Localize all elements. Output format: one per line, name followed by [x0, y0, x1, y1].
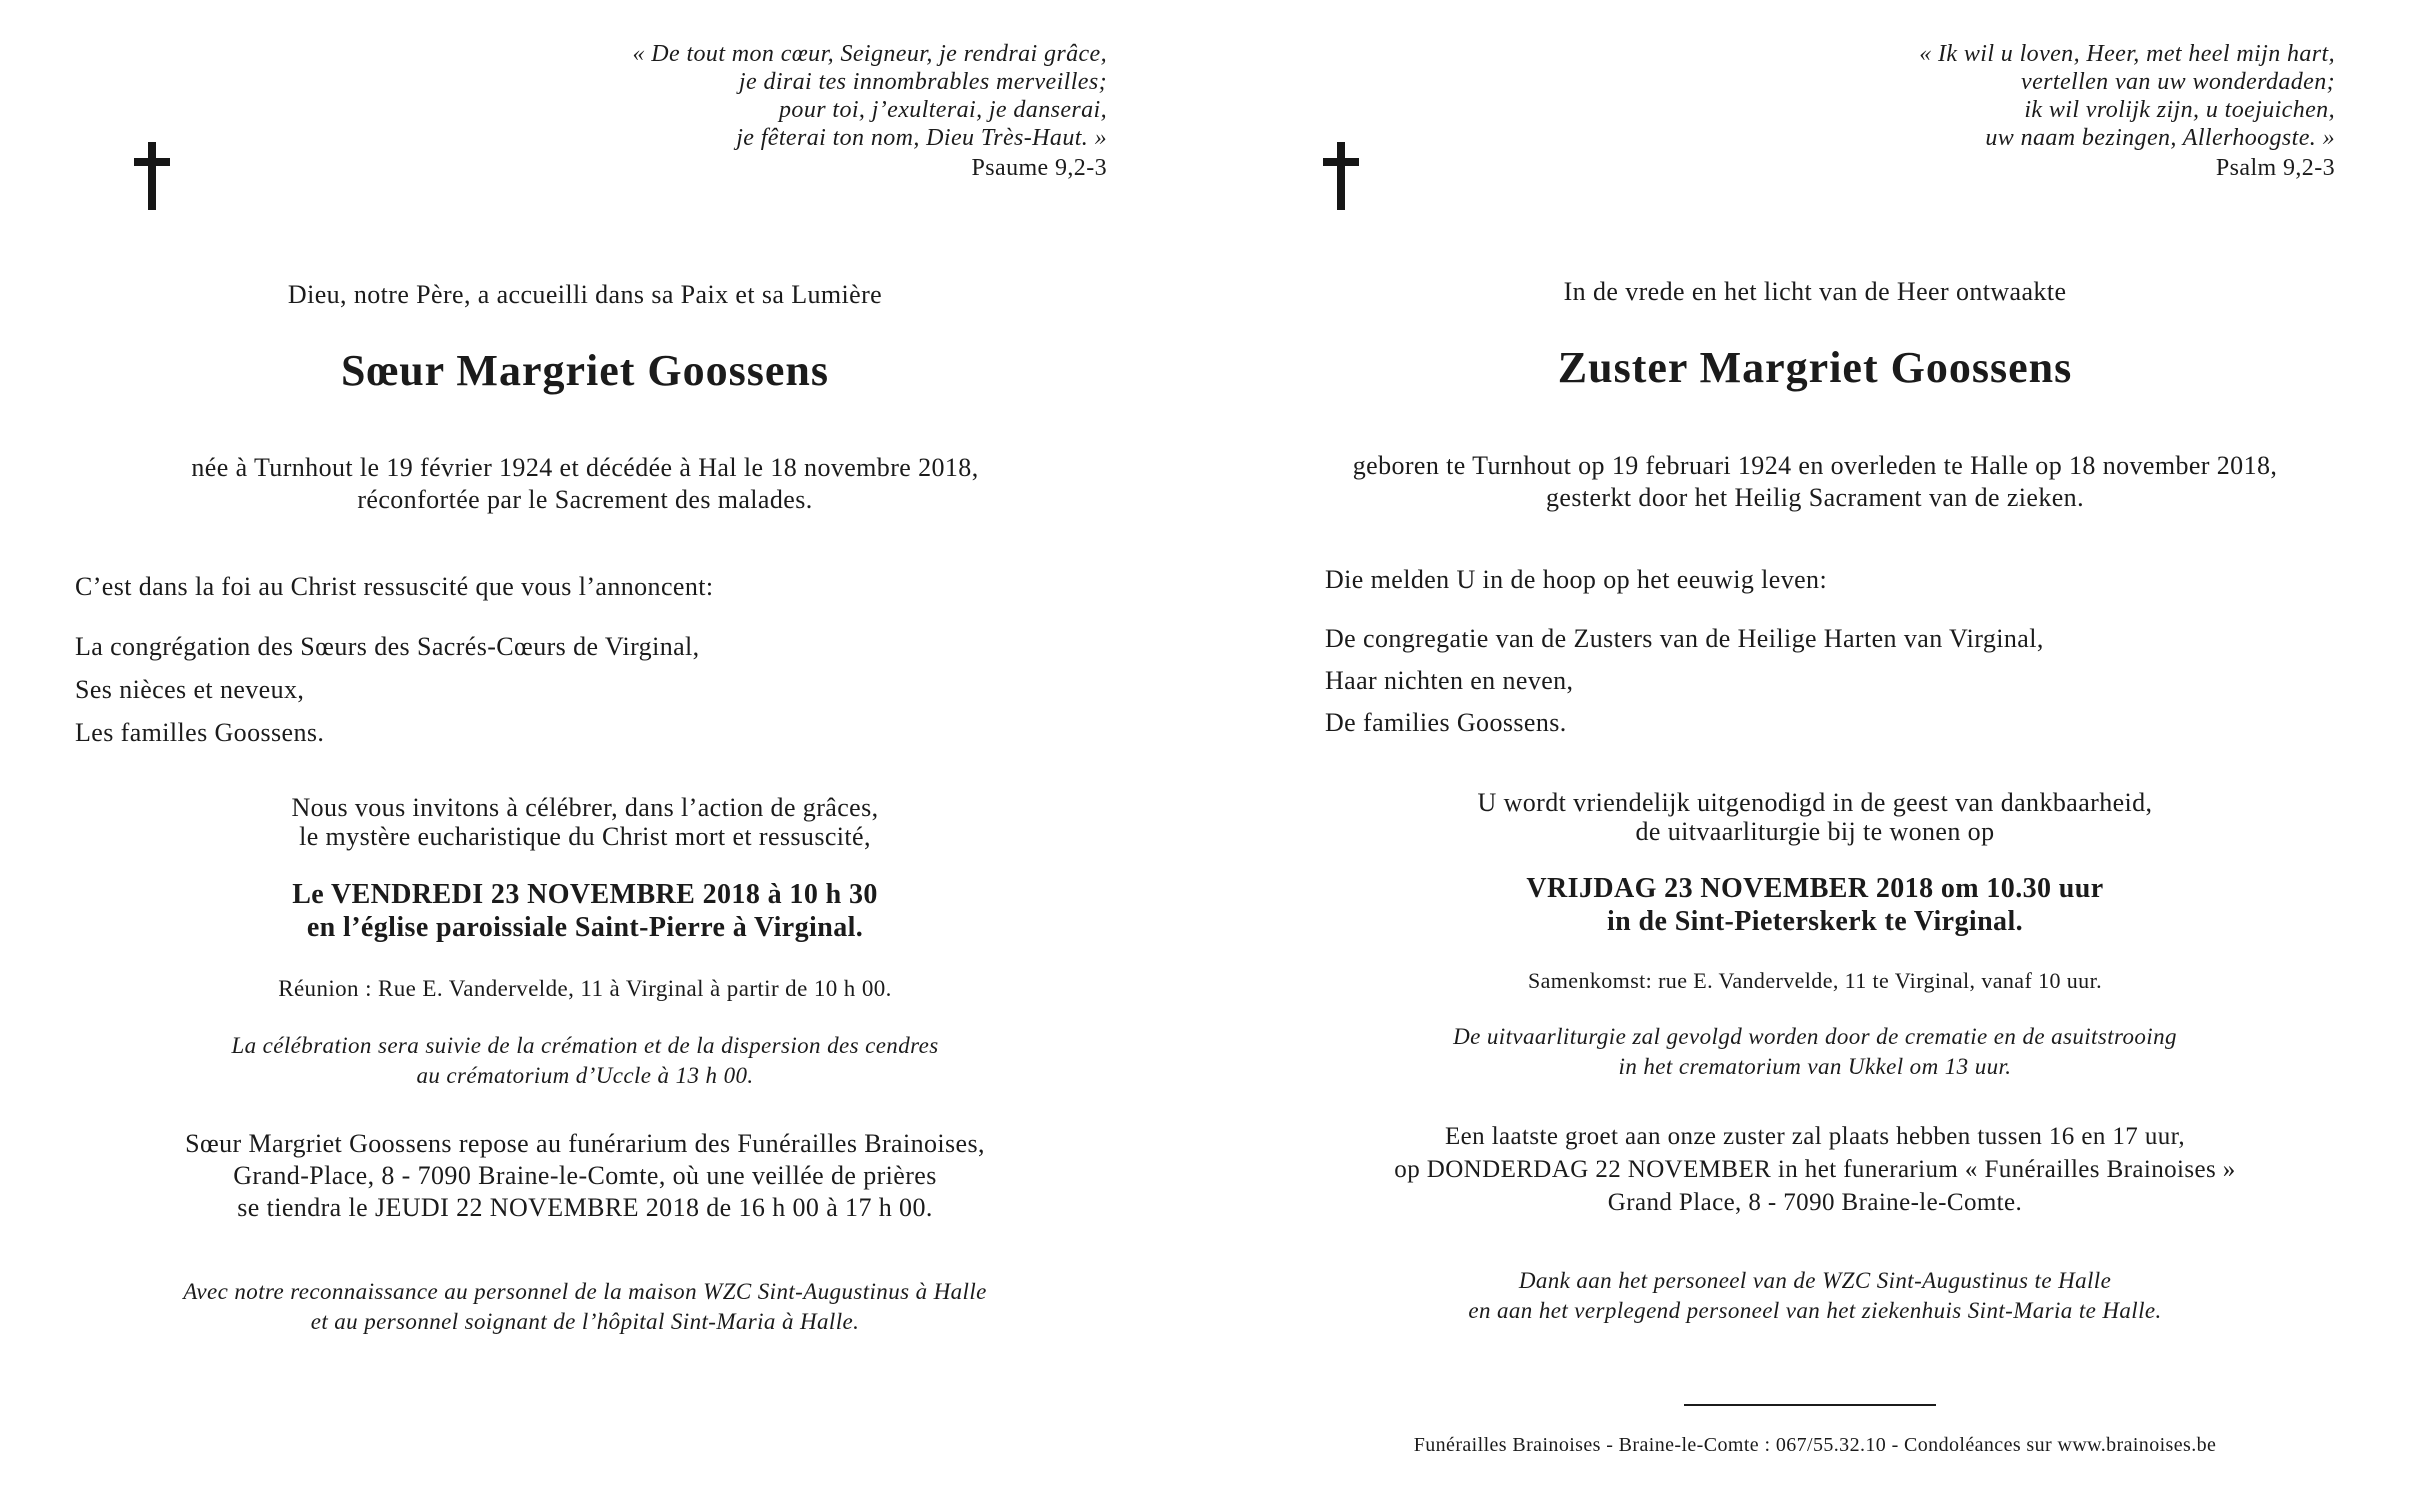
cross-horizontal-bar	[1323, 158, 1359, 166]
service-line: Le VENDREDI 23 NOVEMBRE 2018 à 10 h 30	[292, 879, 878, 910]
service-line: VRIJDAG 23 NOVEMBER 2018 om 10.30 uur	[1526, 873, 2104, 904]
cremation-note	[1213, 1022, 2417, 1082]
cross-horizontal-bar	[134, 158, 170, 166]
cremation-line: La célébration sera suivie de la crémation et de la dispersion des cendres	[231, 1033, 939, 1058]
intro-line: In de vrede en het licht van de Heer ontwaakte	[1563, 277, 2067, 306]
service-line: en l’église paroissiale Saint-Pierre à Virginal.	[306, 912, 864, 943]
announcer-item: Haar nichten en neven,	[1325, 666, 1574, 695]
deceased-name: Zuster Margriet Goossens	[1557, 343, 2073, 392]
invitation-line: U wordt vriendelijk uitgenodigd in de geest van dankbaarheid,	[1477, 788, 2153, 817]
acknowledgment-line: et au personnel soignant de l’hôpital Sint-Maria à Halle.	[310, 1309, 860, 1334]
footer-divider	[1684, 1404, 1936, 1406]
life-dates-line: réconfortée par le Sacrement des malades.	[357, 485, 813, 514]
invitation-line: Nous vous invitons à célébrer, dans l’action de grâces,	[291, 793, 879, 822]
cremation-line: au crématorium d’Uccle à 13 h 00.	[416, 1063, 754, 1088]
farewell-line: Een laatste groet aan onze zuster zal plaats hebben tussen 16 en 17 uur,	[1444, 1123, 2186, 1150]
invitation-line: de uitvaarliturgie bij te wonen op	[1635, 817, 1995, 846]
acknowledgment	[0, 1277, 1170, 1337]
quote-line: « De tout mon cœur, Seigneur, je rendrai grâce,	[632, 41, 1107, 67]
left-page-french	[0, 0, 1213, 1509]
quote-source: Psaume 9,2-3	[971, 155, 1107, 181]
announcer-item: Les familles Goossens.	[75, 718, 325, 747]
announcement-intro: Die melden U in de hoop op het eeuwig leven:	[1325, 565, 1828, 594]
deceased-name: Sœur Margriet Goossens	[340, 346, 830, 395]
invitation-text	[1213, 788, 2417, 846]
repose-info	[0, 1128, 1170, 1224]
acknowledgment-line: en aan het verplegend personeel van het ziekenhuis Sint-Maria te Halle.	[1468, 1298, 2162, 1323]
acknowledgment-line: Avec notre reconnaissance au personnel de la maison WZC Sint-Augustinus à Halle	[183, 1279, 987, 1304]
invitation-line: le mystère eucharistique du Christ mort et ressuscité,	[299, 822, 871, 851]
quote-source: Psalm 9,2-3	[2215, 155, 2335, 181]
quote-line: vertellen van uw wonderdaden;	[2021, 69, 2335, 95]
life-dates-line: gesterkt door het Heilig Sacrament van de zieken.	[1546, 483, 2084, 512]
life-dates	[1213, 450, 2417, 514]
announcement-intro: C’est dans la foi au Christ ressuscité que vous l’annoncent:	[75, 572, 714, 601]
farewell-line: op DONDERDAG 22 NOVEMBER in het funerarium « Funérailles Brainoises »	[1394, 1156, 2236, 1183]
quote-line: je fêterai ton nom, Dieu Très-Haut. »	[736, 125, 1107, 151]
cremation-note	[0, 1031, 1170, 1091]
cross-vertical-bar	[148, 142, 156, 210]
repose-line: Grand-Place, 8 - 7090 Braine-le-Comte, où une veillée de prières	[233, 1161, 937, 1190]
announcer-item: De congregatie van de Zusters van de Heilige Harten van Virginal,	[1325, 624, 2044, 653]
announcers-list	[1325, 618, 2044, 744]
announcer-item: Ses nièces et neveux,	[75, 675, 305, 704]
repose-line: Sœur Margriet Goossens repose au funérarium des Funérailles Brainoises,	[185, 1129, 985, 1158]
repose-line: se tiendra le JEUDI 22 NOVEMBRE 2018 de 16 h 00 à 17 h 00.	[237, 1193, 933, 1222]
quote-line: ik wil vrolijk zijn, u toejuichen,	[2024, 97, 2335, 123]
cremation-line: in het crematorium van Ukkel om 13 uur.	[1618, 1054, 2012, 1079]
invitation-text	[0, 793, 1170, 851]
cremation-line: De uitvaarliturgie zal gevolgd worden door de crematie en de asuitstrooing	[1453, 1024, 2177, 1049]
right-page-dutch	[1213, 0, 2427, 1509]
quote-line: je dirai tes innombrables merveilles;	[738, 69, 1107, 95]
announcers-list	[75, 625, 700, 754]
quote-line: uw naam bezingen, Allerhoogste. »	[1985, 125, 2335, 151]
acknowledgment-line: Dank aan het personeel van de WZC Sint-Augustinus te Halle	[1518, 1268, 2112, 1293]
life-dates-line: geboren te Turnhout op 19 februari 1924 en overleden te Halle op 18 november 2018,	[1352, 451, 2278, 480]
funeral-home-footer: Funérailles Brainoises - Braine-le-Comte : 067/55.32.10 - Condoléances sur www.brainoises.be	[1413, 1434, 2217, 1456]
meeting-info: Samenkomst: rue E. Vandervelde, 11 te Virginal, vanaf 10 uur.	[1528, 968, 2102, 993]
intro-line: Dieu, notre Père, a accueilli dans sa Paix et sa Lumière	[287, 280, 883, 309]
psalm-quote	[1919, 40, 2335, 182]
announcer-item: La congrégation des Sœurs des Sacrés-Cœurs de Virginal,	[75, 632, 700, 661]
farewell-line: Grand Place, 8 - 7090 Braine-le-Comte.	[1607, 1189, 2023, 1216]
life-dates	[0, 452, 1170, 516]
service-datetime	[1213, 872, 2417, 938]
acknowledgment	[1213, 1266, 2417, 1326]
service-datetime	[0, 878, 1170, 944]
cross-vertical-bar	[1337, 142, 1345, 210]
quote-line: « Ik wil u loven, Heer, met heel mijn hart,	[1919, 41, 2335, 67]
life-dates-line: née à Turnhout le 19 février 1924 et décédée à Hal le 18 novembre 2018,	[191, 453, 979, 482]
psalm-quote	[632, 40, 1107, 182]
meeting-info: Réunion : Rue E. Vandervelde, 11 à Virginal à partir de 10 h 00.	[278, 976, 892, 1001]
service-line: in de Sint-Pieterskerk te Virginal.	[1606, 906, 2024, 937]
cross-icon	[1323, 142, 1359, 210]
cross-icon	[134, 142, 170, 210]
farewell-info	[1213, 1120, 2417, 1219]
announcer-item: De families Goossens.	[1325, 708, 1567, 737]
quote-line: pour toi, j’exulterai, je danserai,	[779, 97, 1107, 123]
